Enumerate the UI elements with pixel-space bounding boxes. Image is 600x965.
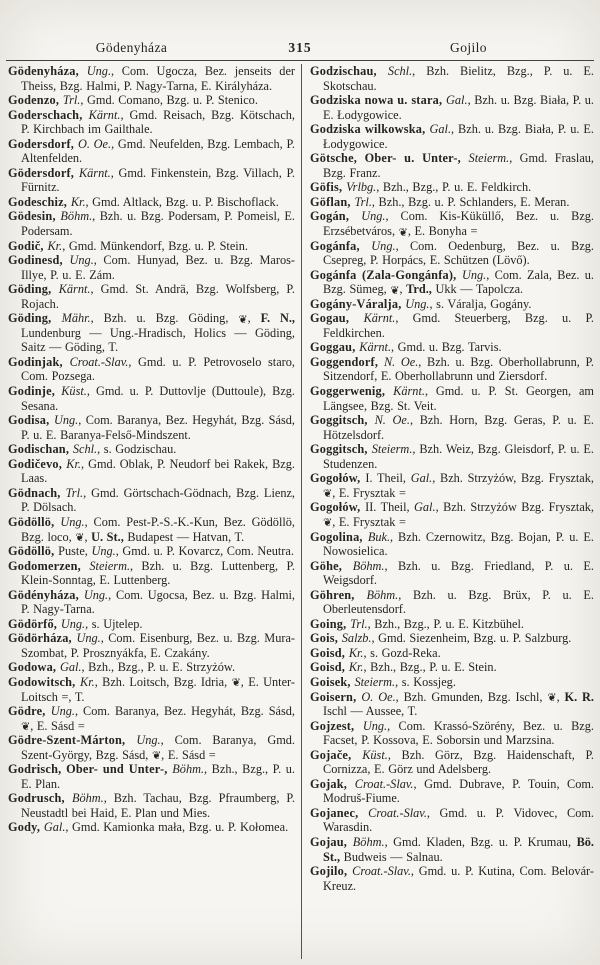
gazetteer-entry <box>310 384 594 413</box>
entry-body: Salzb., Gmd. Siezenheim, Bzg. u. P. Salzburg. <box>341 631 572 646</box>
crownland-abbreviation: Küst. <box>61 384 87 399</box>
entry-headword: Göhren, <box>310 587 367 602</box>
entry-headword: Godischan, <box>8 442 73 457</box>
entry-body: Kr., Gmd. Altlack, Bzg. u. P. Bischoflack. <box>70 194 279 209</box>
gazetteer-entry <box>8 166 295 195</box>
entry-body: Schl., s. Godzischau. <box>72 442 177 457</box>
entry-body: Ung., Com. Oedenburg, Bez. u. Bzg. Csepreg, P. Horpács, E. Schützen (Lövő). <box>323 238 595 268</box>
crownland-abbreviation: Ung. <box>136 733 161 748</box>
crownland-abbreviation: Steierm. <box>354 674 396 689</box>
railway-abbreviation: Trd., <box>406 282 432 297</box>
gazetteer-entry <box>310 122 594 151</box>
gazetteer-entry <box>8 762 295 791</box>
entry-headword: Goggendorf, <box>310 354 384 369</box>
gazetteer-entry <box>310 864 594 893</box>
crownland-abbreviation: Ung. <box>83 587 109 602</box>
crownland-abbreviation: Croat.-Slav. <box>352 864 411 879</box>
crownland-abbreviation: Gal. <box>410 471 433 486</box>
gazetteer-entry <box>8 733 295 762</box>
gazetteer-entry <box>310 500 594 529</box>
gazetteer-entry <box>8 559 295 588</box>
posthorn-icon: ❦ <box>398 226 408 239</box>
entry-body: Böhm., Bzh. u. Bzg. Brüx, P. u. E. Oberleutensdorf. <box>323 587 594 617</box>
right-column <box>301 64 594 959</box>
entry-headword: Gödörháza, <box>8 631 77 646</box>
crownland-abbreviation: Böhm. <box>352 834 385 849</box>
crownland-abbreviation: Ung. <box>371 238 396 253</box>
crownland-abbreviation: Kärnt. <box>359 340 392 355</box>
crownland-abbreviation: Böhm. <box>172 762 205 777</box>
entry-headword: Goderschach, <box>8 107 89 122</box>
crownland-abbreviation: Böhm. <box>60 209 93 224</box>
crownland-abbreviation: Trl. <box>354 194 372 209</box>
entry-body: Böhm., Bzh., Bzg., P. u. E. Plan. <box>21 762 295 791</box>
entry-body: O. Oe., Gmd. Neufelden, Bzg. Lembach, P. Altenfelden. <box>21 136 295 166</box>
entry-body: N. Oe., Bzh. Horn, Bzg. Geras, P. u. E. Hötzelsdorf. <box>323 413 594 442</box>
gazetteer-entry <box>310 646 594 661</box>
crownland-abbreviation: Croat.-Slav. <box>354 776 414 791</box>
running-head <box>0 0 600 60</box>
crownland-abbreviation: Ung. <box>362 718 388 733</box>
crownland-abbreviation: Gal. <box>429 122 452 137</box>
crownland-abbreviation: Kr. <box>66 456 81 471</box>
entry-body: Trl., Gmd. Görtschach-Gödnach, Bzg. Lienz, P. Dölsach. <box>21 485 295 515</box>
crownland-abbreviation: Ung. <box>60 514 85 529</box>
entry-headword: Gödre-Szent-Márton, <box>8 733 137 748</box>
posthorn-icon: ❦ <box>547 692 557 705</box>
entry-headword: Gogołów, <box>310 471 366 486</box>
gazetteer-entry <box>310 297 594 312</box>
gazetteer-entry <box>310 64 594 93</box>
entry-body: Ung., Com. Hunyad, Bez. u. Bzg. Maros-Illye, P. u. E. Zám. <box>21 253 295 282</box>
entry-body: Kärnt., Gmd. Reisach, Bzg. Kötschach, P. Kirchbach im Gailthale. <box>21 107 296 137</box>
crownland-abbreviation: Küst. <box>362 747 388 762</box>
crownland-abbreviation: Mähr. <box>61 311 91 326</box>
gazetteer-entry <box>310 631 594 646</box>
entry-headword: Godrusch, <box>8 791 72 806</box>
entry-headword: Gödényháza, <box>8 587 84 602</box>
entry-headword: Gödesin, <box>8 209 61 224</box>
entry-body: Böhm., Bzh. Tachau, Bzg. Pfraumberg, P. Neustadtl bei Haid, E. Plan und Mies. <box>21 791 295 820</box>
gazetteer-entry <box>310 239 594 268</box>
gazetteer-entry <box>8 137 295 166</box>
entry-headword: Goggau, <box>310 340 360 355</box>
gazetteer-entry <box>8 209 295 238</box>
gazetteer-entry <box>8 413 295 442</box>
crownland-abbreviation: Trl. <box>350 616 368 631</box>
crownland-abbreviation: Ung. <box>69 253 94 268</box>
posthorn-icon: ❦ <box>151 750 162 763</box>
crownland-abbreviation: Trl. <box>65 485 84 500</box>
gazetteer-entry <box>310 180 594 195</box>
crownland-abbreviation: N. Oe. <box>374 413 410 428</box>
crownland-abbreviation: Kr. <box>70 194 86 209</box>
entry-body: Gal., Bzh. u. Bzg. Biała, P. u. E. Łodygowice. <box>323 122 594 151</box>
crownland-abbreviation: Ung. <box>461 267 487 282</box>
entry-headword: Gogánfa (Zala-Gongánfa), <box>310 267 462 282</box>
entry-body: Kärnt., Gmd. u. P. St. Georgen, am Längsee, Bzg. St. Veit. <box>323 384 594 413</box>
entry-body: Kr., Bzh., Bzg., P. u. E. Stein. <box>348 660 497 675</box>
left-column <box>8 64 301 959</box>
entry-headword: Goggerwenig, <box>310 384 394 399</box>
entry-headword: Göding, <box>8 282 59 297</box>
entry-headword: Godziska wilkowska, <box>310 122 430 137</box>
posthorn-icon: ❦ <box>75 532 85 544</box>
entry-headword: Going, <box>310 616 351 631</box>
posthorn-icon: ❦ <box>323 517 333 530</box>
gazetteer-entry <box>8 660 295 675</box>
entry-headword: Gogán, <box>310 209 362 224</box>
entry-body: Ung., s. Ujtelep. <box>60 616 143 631</box>
gazetteer-entry <box>8 384 295 413</box>
crownland-abbreviation: Steierm. <box>468 151 510 166</box>
entry-body: Ung., Com. Baranya, Bez. Hegyhát, Bzg. Sásd, P. u. E. Baranya-Felső-Mindszent. <box>21 413 295 442</box>
entry-headword: Godzischau, <box>310 64 388 78</box>
entry-headword: Gojzest, <box>310 718 363 733</box>
entry-headword: Goisern, <box>310 689 362 704</box>
crownland-abbreviation: Ung. <box>54 413 79 428</box>
gazetteer-entry <box>310 209 594 238</box>
entry-headword: Gödre, <box>8 704 51 719</box>
entry-body: Trl., Gmd. Comano, Bzg. u. P. Stenico. <box>62 93 258 108</box>
entry-body: Küst., Bzh. Görz, Bzg. Haidenschaft, P. Cornizza, E. Görz und Adelsberg. <box>323 747 594 777</box>
entry-headword: Godinesd, <box>8 253 70 268</box>
gazetteer-entry <box>8 791 295 820</box>
gazetteer-entry <box>310 93 594 122</box>
entry-headword: Godomerzen, <box>8 558 90 573</box>
crownland-abbreviation: Gal. <box>59 660 82 675</box>
entry-body: Ung., Com. Baranya, Gmd. Szent-György, Bzg. Sásd, ❦, E. Sásd = <box>21 733 295 763</box>
entry-headword: Goggitsch, <box>310 442 372 457</box>
entry-headword: Godinje, <box>8 384 62 399</box>
entry-body: Kr., Gmd. Oblak, P. Neudorf bei Rakek, Bzg. Laas. <box>21 456 295 486</box>
gazetteer-entry <box>8 195 295 210</box>
posthorn-icon: ❦ <box>390 284 400 297</box>
entry-body: Mähr., Bzh. u. Bzg. Göding, ❦, F. N., Lundenburg — Ung.-Hradisch, Holics — Göding, Saitz — Göding, T. <box>21 311 295 355</box>
entry-headword: Gogau, <box>310 311 364 326</box>
entry-body: Vrlbg., Bzh., Bzg., P. u. E. Feldkirch. <box>346 180 532 195</box>
entry-body: Steierm., Gmd. Fraslau, Bzg. Franz. <box>323 151 595 180</box>
crownland-abbreviation: Schl. <box>72 442 98 457</box>
entry-body: Kärnt., Gmd. Finkenstein, Bzg. Villach, P. Fürnitz. <box>21 165 295 195</box>
entry-body: Ung., Com. Eisenburg, Bez. u. Bzg. Mura-Szombat, P. Prosznyákfa, E. Czakány. <box>21 631 296 660</box>
entry-headword: Goggitsch, <box>310 413 375 428</box>
gazetteer-entry <box>8 515 295 544</box>
gazetteer-entry <box>310 413 594 442</box>
crownland-abbreviation: Ung. <box>50 704 75 719</box>
entry-body: Croat.-Slav., Gmd. u. P. Vidovec, Com. Warasdin. <box>323 805 594 835</box>
crownland-abbreviation: Steierm. <box>89 558 131 573</box>
crownland-abbreviation: Croat.-Slav. <box>368 805 427 820</box>
gazetteer-entry <box>310 719 594 748</box>
crownland-abbreviation: Buk. <box>367 529 391 544</box>
crownland-abbreviation: Kärnt. <box>78 165 111 180</box>
crownland-abbreviation: Steierm. <box>371 442 413 457</box>
railway-abbreviation: Bö. St., <box>323 834 594 864</box>
gazetteer-entry <box>8 631 295 660</box>
crownland-abbreviation: Ung. <box>361 209 386 224</box>
entry-body: Croat.-Slav., Gmd. u. P. Kutina, Com. Belovár-Kreuz. <box>323 864 594 893</box>
entry-body: Kärnt., Gmd. St. Andrä, Bzg. Wolfsberg, P. Rojach. <box>21 282 295 311</box>
gazetteer-entry <box>310 471 594 500</box>
entry-headword: Gödöllö, <box>8 514 61 529</box>
crownland-abbreviation: Kr. <box>348 660 364 675</box>
gazetteer-entry <box>8 820 295 835</box>
entry-headword: Göflan, <box>310 194 355 209</box>
entry-headword: Göhe, <box>310 558 353 573</box>
crownland-abbreviation: N. Oe. <box>383 354 419 369</box>
gazetteer-entry <box>8 442 295 457</box>
gazetteer-entry <box>310 748 594 777</box>
entry-headword: Godisa, <box>8 413 54 428</box>
entry-headword: Gody, <box>8 820 44 835</box>
gazetteer-entry <box>8 311 295 355</box>
entry-headword: Gogánfa, <box>310 238 372 253</box>
entry-headword: Gogány-Váralja, <box>310 296 406 311</box>
entry-headword: Göfis, <box>310 180 347 195</box>
crownland-abbreviation: Kr. <box>348 645 364 660</box>
crownland-abbreviation: Böhm. <box>352 558 385 573</box>
crownland-abbreviation: Ung. <box>86 64 112 78</box>
gazetteer-entry <box>8 704 295 733</box>
gazetteer-entry <box>310 268 594 297</box>
gazetteer-entry <box>8 282 295 311</box>
entry-headword: Godič, <box>8 238 48 253</box>
gazetteer-entry <box>310 442 594 471</box>
entry-headword: Godowitsch, <box>8 674 81 689</box>
entry-body: Kr., s. Gozd-Reka. <box>348 645 441 660</box>
entry-headword: Gojilo, <box>310 864 353 879</box>
crownland-abbreviation: Böhm. <box>366 587 399 602</box>
entry-body: Steierm., s. Kossjeg. <box>354 674 456 689</box>
gazetteer-entry <box>8 355 295 384</box>
gazetteer-entry <box>310 690 594 719</box>
crownland-abbreviation: Kärnt. <box>88 107 121 122</box>
posthorn-icon: ❦ <box>323 488 333 501</box>
posthorn-icon: ❦ <box>231 677 241 690</box>
entry-body: Gal., Bzh. u. Bzg. Biała, P. u. E. Łodygowice. <box>323 93 594 122</box>
entry-body: Ung., Com. Krassó-Szörény, Bez. u. Bzg. Facset, P. Kossova, E. Soborsin und Marzsina. <box>323 718 594 748</box>
crownland-abbreviation: Ung. <box>76 631 101 646</box>
gazetteer-entry <box>310 675 594 690</box>
crownland-abbreviation: Ung. <box>405 296 430 311</box>
crownland-abbreviation: Kärnt. <box>58 282 91 297</box>
entry-body: Ung., Com. Ugocsa, Bez. u. Bzg. Halmi, P. Nagy-Tarna. <box>21 587 295 617</box>
entry-body: Böhm., Bzh. u. Bzg. Podersam, P. Pomeisl, E. Podersam. <box>21 209 295 239</box>
entry-headword: Gödnach, <box>8 485 66 500</box>
entry-headword: Gojanec, <box>310 805 369 820</box>
gazetteer-entry <box>310 588 594 617</box>
entry-headword: Gogolina, <box>310 529 368 544</box>
crownland-abbreviation: Gal. <box>446 93 468 108</box>
entry-headword: Gödörfő, <box>8 616 61 631</box>
entry-body: Ung., Com. Baranya, Bez. Hegyhát, Bzg. Sásd, ❦, E. Sásd = <box>21 704 296 734</box>
crownland-abbreviation: Kärnt. <box>393 384 425 399</box>
crownland-abbreviation: O. Oe. <box>78 136 112 151</box>
entry-body: I. Theil, Gal., Bzh. Strzyżów, Bzg. Frysztak, ❦, E. Frysztak = <box>323 471 594 501</box>
entry-body: Küst., Gmd. u. P. Duttovlje (Duttoule), Bzg. Sesana. <box>21 384 295 413</box>
gazetteer-entry <box>310 806 594 835</box>
entry-body: Schl., Bzh. Bielitz, Bzg., P. u. E. Skotschau. <box>323 64 594 93</box>
entry-body: Trl., Bzh., Bzg., P. u. E. Kitzbühel. <box>350 616 524 631</box>
entry-body: Trl., Bzh., Bzg. u. P. Schlanders, E. Meran. <box>354 194 570 209</box>
gazetteer-entry <box>310 835 594 864</box>
entry-headword: Gogołów, <box>310 500 366 515</box>
gazetteer-entry <box>310 195 594 210</box>
gazetteer-entry <box>310 355 594 384</box>
entry-headword: Götsche, Ober- u. Unter-, <box>310 151 469 166</box>
entry-headword: Godenzo, <box>8 93 63 108</box>
entry-body: N. Oe., Bzh. u. Bzg. Oberhollabrunn, P. Sitzendorf, E. Oberhollabrunn und Ziersdorf. <box>323 354 595 384</box>
text-columns <box>0 61 600 959</box>
crownland-abbreviation: Vrlbg. <box>346 180 377 195</box>
entry-headword: Godowa, <box>8 660 60 675</box>
gazetteer-entry <box>8 457 295 486</box>
entry-headword: Goisek, <box>310 674 355 689</box>
gazetteer-entry <box>8 617 295 632</box>
entry-body: Kr., Gmd. Münkendorf, Bzg. u. P. Stein. <box>47 238 248 253</box>
crownland-abbreviation: Gal. <box>43 820 66 835</box>
entry-headword: Godinjak, <box>8 354 70 369</box>
crownland-abbreviation: Croat.-Slav. <box>69 354 129 369</box>
entry-headword: Gojak, <box>310 776 355 791</box>
entry-body: Croat.-Slav., Gmd. u. P. Petrovoselo staro, Com. Pozsega. <box>21 354 295 384</box>
crownland-abbreviation: Schl. <box>387 64 413 78</box>
page-number: 315 <box>288 40 312 55</box>
railway-abbreviation: U. St., <box>91 529 124 544</box>
gazetteer-entry <box>8 253 295 282</box>
entry-body: Steierm., Bzh. Weiz, Bzg. Gleisdorf, P. u. E. Studenzen. <box>323 442 594 471</box>
entry-headword: Göding, <box>8 311 62 326</box>
gazetteer-entry <box>8 64 295 93</box>
gazetteer-entry <box>8 544 295 559</box>
crownland-abbreviation: Kr. <box>80 674 95 689</box>
gazetteer-entry <box>310 559 594 588</box>
entry-body: Böhm., Bzh. u. Bzg. Friedland, P. u. E. Weigsdorf. <box>323 558 594 588</box>
entry-headword: Gödöllö, <box>8 544 59 559</box>
gazetteer-entry <box>310 777 594 806</box>
right-catchword: Gojilo <box>450 40 487 55</box>
entry-headword: Goisd, <box>310 660 349 675</box>
entry-body: II. Theil, Gal., Bzh. Strzyżów Bzg. Frysztak, ❦, E. Frysztak = <box>323 500 594 530</box>
entry-headword: Gödersdorf, <box>8 165 79 180</box>
gazetteer-entry <box>8 486 295 515</box>
entry-headword: Godrisch, Ober- und Unter-, <box>8 762 173 777</box>
gazetteer-entry <box>310 340 594 355</box>
gazetteer-entry <box>310 617 594 632</box>
entry-body: Puste, Ung., Gmd. u. P. Kovarcz, Com. Neutra. <box>58 544 294 559</box>
gazetteer-entry <box>310 530 594 559</box>
crownland-abbreviation: Kärnt. <box>363 311 396 326</box>
gazetteer-entry <box>8 93 295 108</box>
crownland-abbreviation: Böhm. <box>71 791 104 806</box>
entry-body: Steierm., Bzh. u. Bzg. Luttenberg, P. Klein-Sonntag, E. Luttenberg. <box>21 558 295 588</box>
entry-headword: Gojače, <box>310 747 363 762</box>
entry-body: Ung., Com. Ugocza, Bez. jenseits der Theiss, Bzg. Halmi, P. Nagy-Tarna, E. Királyháza. <box>21 64 295 93</box>
entry-body: O. Oe., Bzh. Gmunden, Bzg. Ischl, ❦, K. R. Ischl — Aussee, T. <box>323 689 595 719</box>
gazetteer-entry <box>310 311 594 340</box>
crownland-abbreviation: Ung. <box>60 616 86 631</box>
posthorn-icon: ❦ <box>21 721 31 734</box>
entry-headword: Gödenyháza, <box>8 64 87 78</box>
entry-body: Kärnt., Gmd. Steuerberg, Bzg. u. P. Feldkirchen. <box>323 311 594 340</box>
left-catchword: Gödenyháza <box>95 40 168 55</box>
gazetteer-entry <box>310 660 594 675</box>
entry-body: Kärnt., Gmd. u. Bzg. Tarvis. <box>359 340 502 355</box>
entry-body: Gal., Bzh., Bzg., P. u. E. Strzyżów. <box>59 660 236 675</box>
entry-body: Kr., Bzh. Loitsch, Bzg. Idria, ❦, E. Unter-Loitsch =, T. <box>21 674 295 704</box>
gazetteer-entry <box>8 239 295 254</box>
entry-body: Ung., s. Váralja, Gogány. <box>405 296 532 311</box>
gazetteer-entry <box>8 588 295 617</box>
posthorn-icon: ❦ <box>238 313 248 326</box>
gazetteer-entry <box>310 151 594 180</box>
crownland-abbreviation: Ung. <box>91 544 116 559</box>
entry-body: Böhm., Gmd. Kladen, Bzg. u. P. Krumau, Bö. St., Budweis — Salnau. <box>323 834 594 864</box>
entry-body: Ung., Com. Kis-Küküllő, Bez. u. Bzg. Erzsébetváros, ❦, E. Bonyha = <box>323 209 594 239</box>
entry-body: Croat.-Slav., Gmd. Dubrave, P. Touin, Com. Modruš-Fiume. <box>323 776 594 806</box>
railway-abbreviation: K. R. <box>564 689 595 704</box>
crownland-abbreviation: Kr. <box>47 238 63 253</box>
entry-body: Ung., Com. Zala, Bez. u. Bzg. Sümeg, ❦, Trd., Ukk — Tapolcza. <box>323 267 594 297</box>
crownland-abbreviation: Trl. <box>62 93 81 108</box>
entry-headword: Goisd, <box>310 645 349 660</box>
entry-body: Ung., Com. Pest-P.-S.-K.-Kun, Bez. Gödöllö, Bzg. loco, ❦, U. St., Budapest — Hatvan, T. <box>21 514 295 544</box>
gazetteer-entry <box>8 108 295 137</box>
crownland-abbreviation: O. Oe. <box>361 689 396 704</box>
gazetteer-entry <box>8 675 295 704</box>
entry-headword: Gois, <box>310 631 342 646</box>
entry-headword: Godeschiz, <box>8 194 71 209</box>
crownland-abbreviation: Gal. <box>414 500 436 515</box>
entry-body: Gal., Gmd. Kamionka mała, Bzg. u. P. Kołomea. <box>43 820 289 835</box>
entry-headword: Godičevo, <box>8 456 67 471</box>
entry-headword: Godziska nowa u. stara, <box>310 93 447 108</box>
crownland-abbreviation: Salzb. <box>341 631 372 646</box>
entry-headword: Godersdorf, <box>8 136 78 151</box>
entry-body: Buk., Bzh. Czernowitz, Bzg. Bojan, P. u. E. Nowosielica. <box>323 529 594 559</box>
entry-headword: Gojau, <box>310 834 353 849</box>
railway-abbreviation: F. N., <box>260 311 295 326</box>
